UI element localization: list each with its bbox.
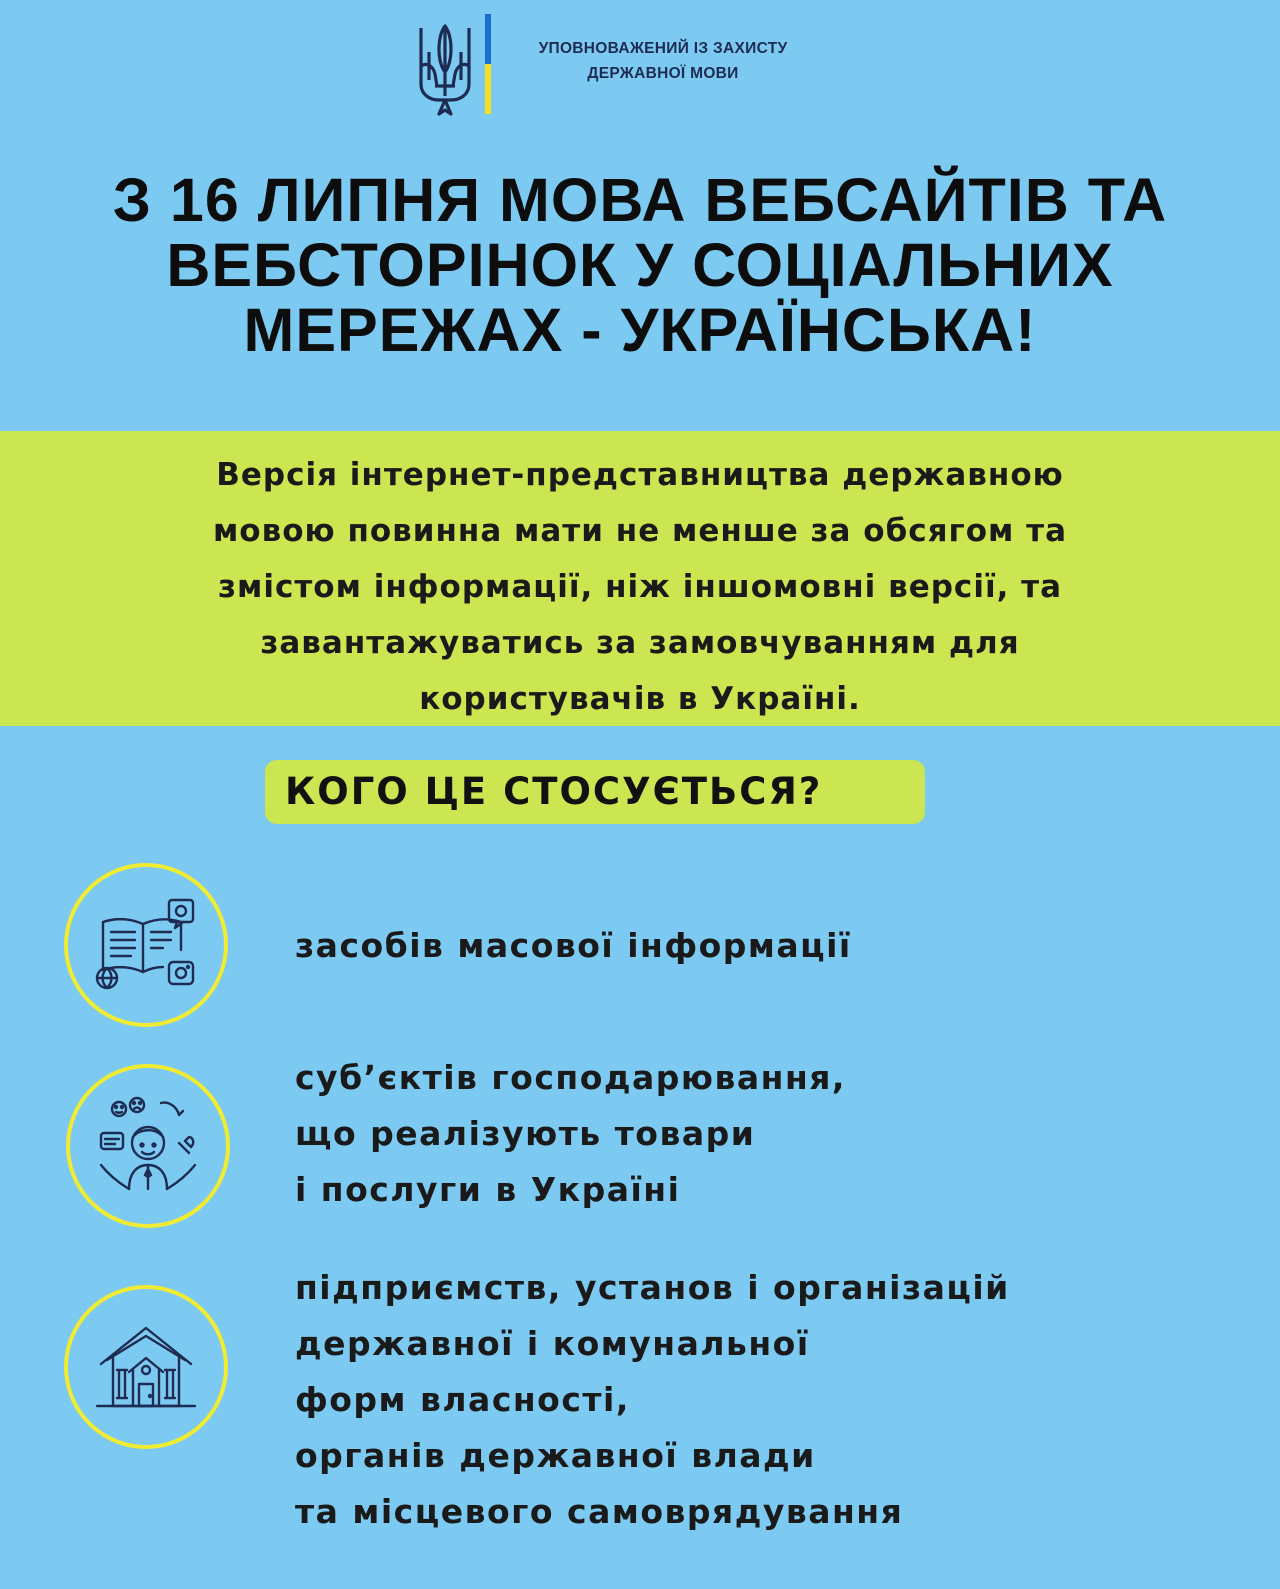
media-icon xyxy=(93,892,199,998)
requirement-line: Версія інтернет-представництва державною xyxy=(216,457,1064,493)
requirement-line: завантажуватись за замовчуванням для xyxy=(260,625,1020,661)
item-line: і послуги в Україні xyxy=(295,1170,681,1209)
item-line: державної і комунальної xyxy=(295,1324,810,1363)
item-line: органів державної влади xyxy=(295,1436,816,1475)
item-line: форм власності, xyxy=(295,1380,630,1419)
requirement-text xyxy=(60,447,1220,727)
media-icon-circle xyxy=(64,863,228,1027)
who-heading-pill xyxy=(265,760,925,824)
requirement-line: змістом інформації, ніж іншомовні версії, та xyxy=(217,569,1063,605)
who-heading: КОГО ЦЕ СТОСУЄТЬСЯ? xyxy=(285,770,823,813)
building-icon-circle xyxy=(64,1285,228,1449)
flag-divider xyxy=(485,14,491,114)
item-media xyxy=(295,918,1235,974)
title-line: ВЕБСТОРІНОК У СОЦІАЛЬНИХ xyxy=(166,231,1114,299)
title-line: МЕРЕЖАХ - УКРАЇНСЬКА! xyxy=(243,296,1037,364)
business-icon-circle xyxy=(66,1064,230,1228)
item-line: засобів масової інформації xyxy=(295,926,852,965)
title-line: З 16 ЛИПНЯ МОВА ВЕБСАЙТІВ ТА xyxy=(112,166,1168,234)
header xyxy=(415,14,835,119)
item-public-organizations xyxy=(295,1260,1235,1540)
organization-name-line: УПОВНОВАЖЕНИЙ ІЗ ЗАХИСТУ xyxy=(538,40,788,57)
item-line: підприємств, установ і організацій xyxy=(295,1268,1010,1307)
organization-name xyxy=(503,36,823,86)
requirement-line: користувачів в Україні. xyxy=(419,681,861,717)
item-line: що реалізують товари xyxy=(295,1114,756,1153)
item-business xyxy=(295,1050,1235,1218)
business-icon xyxy=(95,1093,201,1199)
requirement-line: мовою повинна мати не менше за обсягом та xyxy=(212,513,1068,549)
item-line: та місцевого самоврядування xyxy=(295,1492,904,1531)
page-title xyxy=(0,168,1280,363)
requirement-band xyxy=(0,431,1280,726)
building-icon xyxy=(93,1314,199,1420)
trident-icon xyxy=(415,22,475,118)
item-line: суб’єктів господарювання, xyxy=(295,1058,846,1097)
organization-name-line: ДЕРЖАВНОЇ МОВИ xyxy=(587,65,739,82)
